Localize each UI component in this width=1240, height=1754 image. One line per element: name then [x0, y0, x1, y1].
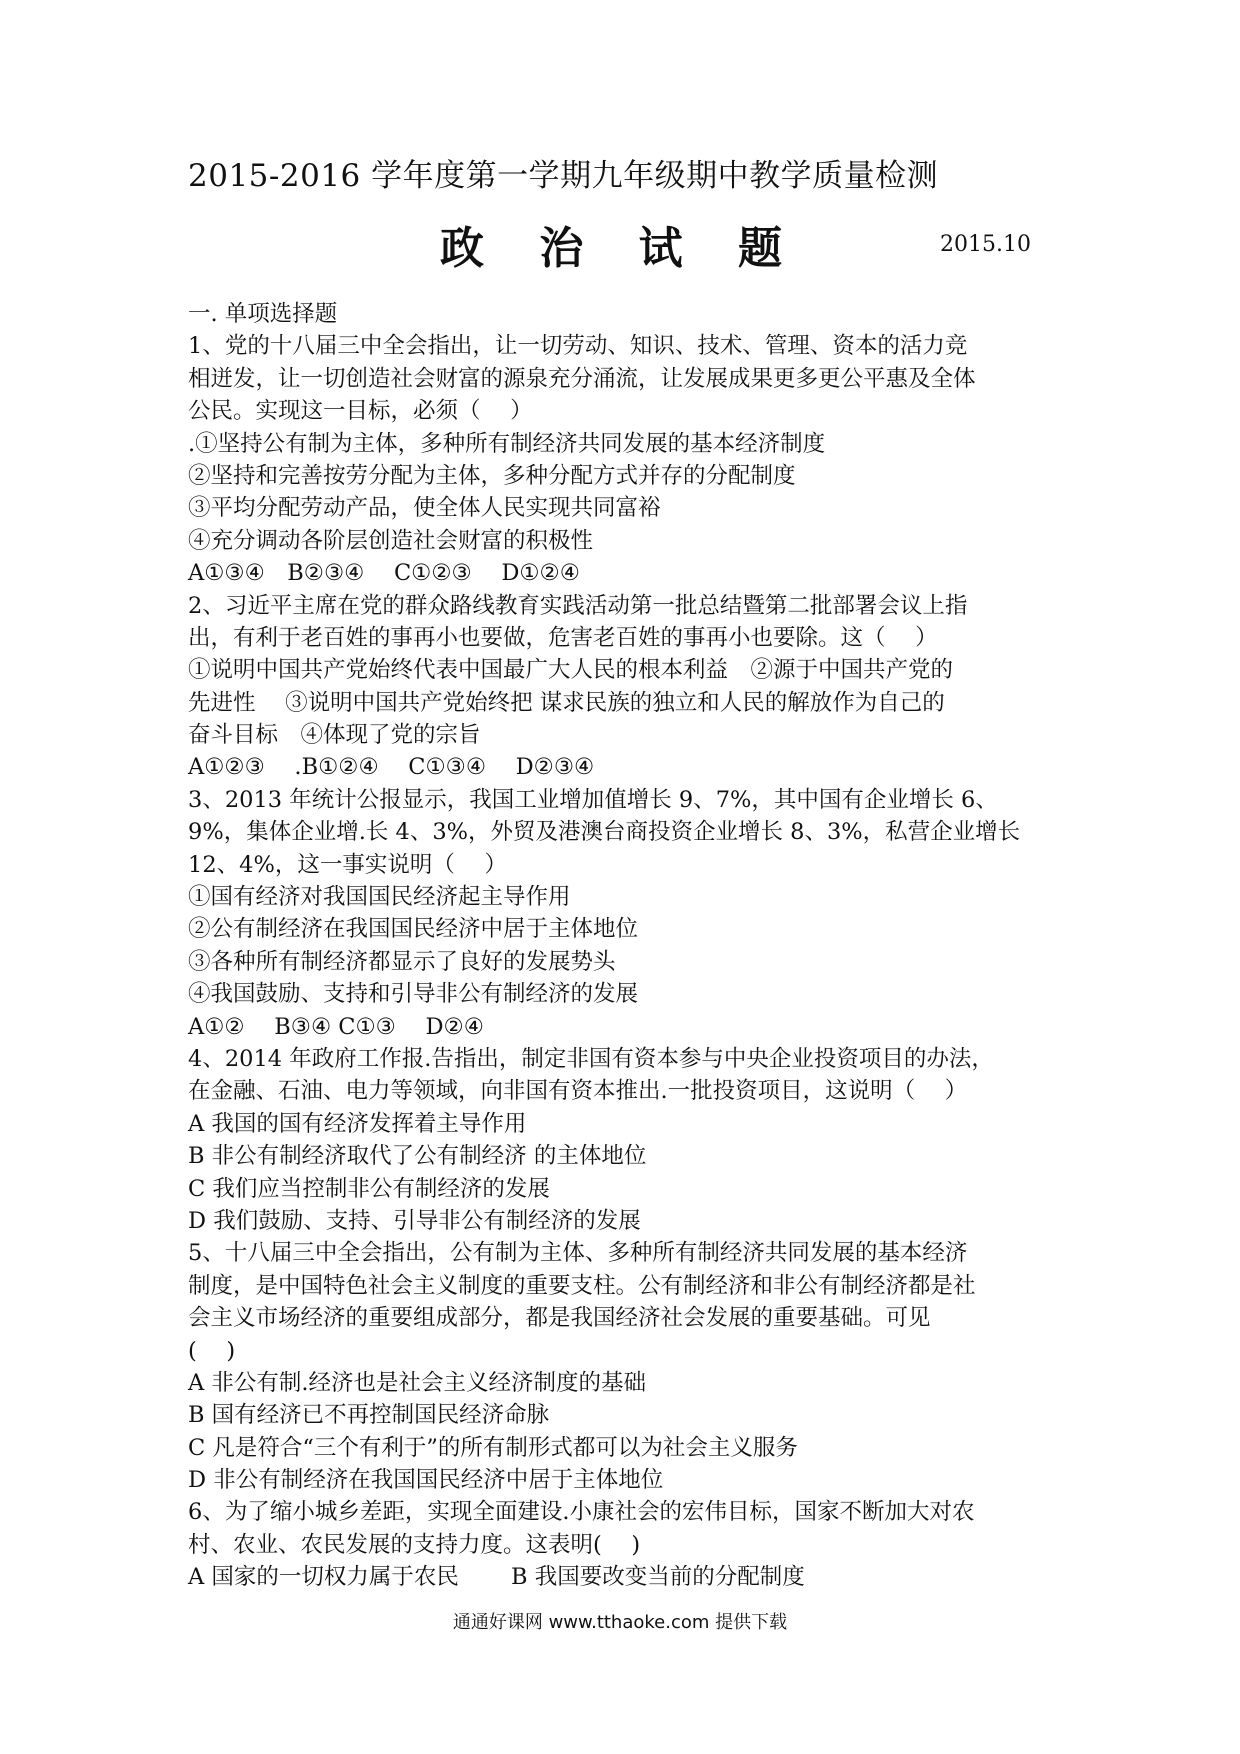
text-line: ①说明中国共产党始终代表中国最广大人民的根本利益 ②源于中国共产党的 — [188, 657, 954, 684]
text-line: A①③④ B②③④ C①②③ D①②④ — [188, 560, 580, 587]
text-line: 相迸发，让一切创造社会财富的源泉充分涌流，让发展成果更多更公平惠及全体 — [188, 365, 976, 392]
text-line: .①坚持公有制为主体，多种所有制经济共同发展的基本经济制度 — [188, 430, 826, 457]
text-line: A 非公有制.经济也是社会主义经济制度的基础 — [188, 1369, 647, 1396]
text-line: 出，有利于老百姓的事再小也要做，危害老百姓的事再小也要除。这（ ） — [188, 624, 938, 651]
text-line: 4、2014 年政府工作报.告指出，制定非国有资本参与中央企业投资项目的办法， — [188, 1045, 994, 1072]
text-line: 会主义市场经济的重要组成部分，都是我国经济社会发展的重要基础。可见 — [188, 1305, 931, 1332]
text-line: A 国家的一切权力属于农民 B 我国要改变当前的分配制度 — [188, 1564, 805, 1591]
text-line: D 我们鼓励、支持、引导非公有制经济的发展 — [188, 1207, 641, 1234]
text-line: ( ) — [188, 1337, 236, 1364]
text-line: 制度，是中国特色社会主义制度的重要支柱。公有制经济和非公有制经济都是社 — [188, 1272, 976, 1299]
text-line: C 凡是符合“三个有利于”的所有制形式都可以为社会主义服务 — [188, 1434, 798, 1461]
text-line: ①国有经济对我国国民经济起主导作用 — [188, 884, 571, 911]
text-line: A①②③ .B①②④ C①③④ D②③④ — [188, 754, 595, 781]
text-line: ③平均分配劳动产品，使全体人民实现共同富裕 — [188, 495, 661, 522]
text-line: 1、党的十八届三中全会指出，让一切劳动、知识、技术、管理、资本的活力竞 — [188, 333, 968, 360]
text-line: A①② B③④ C①③ D②④ — [188, 1013, 484, 1040]
text-line: 6、为了缩小城乡差距，实现全面建设.小康社会的宏伟目标，国家不断加大对农 — [188, 1499, 975, 1526]
text-line: 12、4%，这一事实说明（ ） — [188, 851, 507, 878]
text-line: ④我国鼓励、支持和引导非公有制经济的发展 — [188, 981, 639, 1008]
text-line: 2、习近平主席在党的群众路线教育实践活动第一批总结暨第二批部署会议上指 — [188, 592, 968, 619]
exam-date: 2015.10 — [940, 232, 1031, 257]
text-line: 3、2013 年统计公报显示，我国工业增加值增长 9、7%，其中国有企业增长 6、 — [188, 786, 998, 813]
text-line: ④充分调动各阶层创造社会财富的积极性 — [188, 527, 594, 554]
text-line: 先进性 ③说明中国共产党始终把 谋求民族的独立和人民的解放作为自己的 — [188, 689, 945, 716]
text-line: C 我们应当控制非公有制经济的发展 — [188, 1175, 550, 1202]
exam-header: 2015-2016 学年度第一学期九年级期中教学质量检测 — [188, 158, 939, 194]
footer-source: 通通好课网 www.tthaoke.com 提供下载 — [452, 1612, 788, 1633]
text-line: 公民。实现这一目标，必须（ ） — [188, 398, 533, 425]
text-line: ②公有制经济在我国国民经济中居于主体地位 — [188, 916, 639, 943]
page-title: 政 治 试 题 — [440, 223, 802, 274]
text-line: 5、十八届三中全会指出，公有制为主体、多种所有制经济共同发展的基本经济 — [188, 1240, 968, 1267]
text-line: ②坚持和完善按劳分配为主体，多种分配方式并存的分配制度 — [188, 462, 796, 489]
text-line: ③各种所有制经济都显示了良好的发展势头 — [188, 948, 616, 975]
text-line: 在金融、石油、电力等领域，向非国有资本推出.一批投资项目，这说明（ ） — [188, 1078, 968, 1105]
text-line: 9%，集体企业增.长 4、3%，外贸及港澳台商投资企业增长 8、3%，私营企业增长 — [188, 819, 1021, 846]
text-line: D 非公有制经济在我国国民经济中居于主体地位 — [188, 1467, 664, 1494]
text-line: A 我国的国有经济发挥着主导作用 — [188, 1110, 527, 1137]
text-line: 村、农业、农民发展的支持力度。这表明( ) — [188, 1531, 641, 1558]
text-line: 奋斗目标 ④体现了党的宗旨 — [188, 722, 481, 749]
text-line: B 非公有制经济取代了公有制经济 的主体地位 — [188, 1143, 647, 1170]
text-line: 一. 单项选择题 — [188, 301, 338, 327]
text-line: B 国有经济已不再控制国民经济命脉 — [188, 1402, 550, 1429]
question-body — [188, 298, 1068, 1594]
